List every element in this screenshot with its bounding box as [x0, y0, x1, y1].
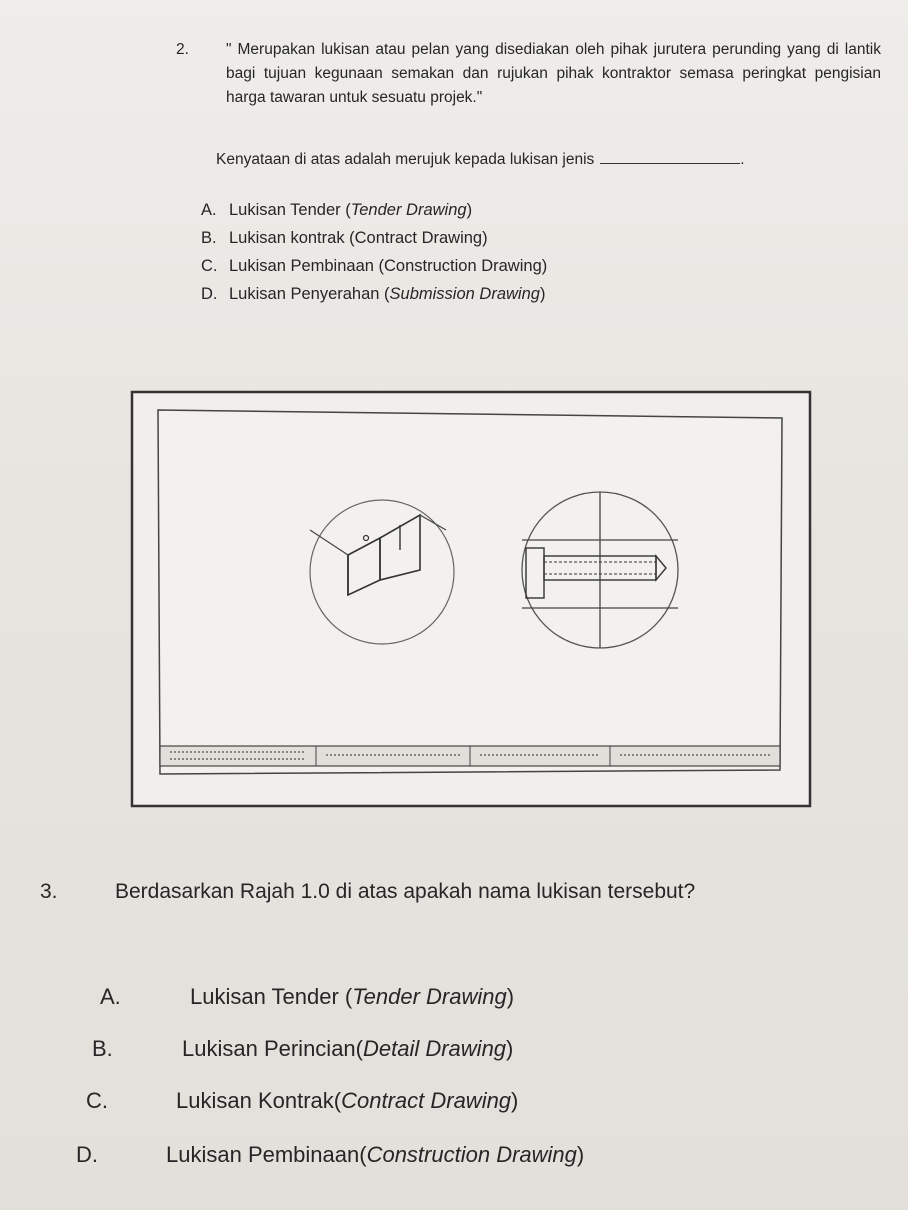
- question-2-option-b[interactable]: B. Lukisan kontrak (Contract Drawing): [201, 229, 488, 247]
- question-2-stem: " Merupakan lukisan atau pelan yang disediakan oleh pihak jurutera perunding yang di lantik bagi tujuan kegunaan semakan dan rujukan pihak kontraktor semasa peringkat pengisian harga tawaran untuk sesuatu projek.": [226, 41, 881, 106]
- question-3-option-b[interactable]: B. Lukisan Perincian(Detail Drawing): [92, 1036, 514, 1061]
- drawing-inner-frame: [158, 410, 782, 774]
- question-2-option-a[interactable]: A. Lukisan Tender (Tender Drawing): [201, 201, 473, 219]
- question-2-option-c[interactable]: C. Lukisan Pembinaan (Construction Drawing): [201, 257, 548, 275]
- question-3-number: 3.: [40, 880, 58, 903]
- title-block: [160, 746, 780, 766]
- question-3-option-c[interactable]: C. Lukisan Kontrak(Contract Drawing): [86, 1088, 519, 1113]
- question-2-option-d[interactable]: D. Lukisan Penyerahan (Submission Drawing): [201, 285, 546, 303]
- detail-drawing-figure: [130, 390, 812, 810]
- question-3-option-a[interactable]: A. Lukisan Tender (Tender Drawing): [100, 984, 515, 1009]
- question-2-options: [201, 196, 547, 308]
- question-3-stem: Berdasarkan Rajah 1.0 di atas apakah nama lukisan tersebut?: [115, 880, 696, 903]
- question-3-option-d[interactable]: D. Lukisan Pembinaan(Construction Drawing): [76, 1142, 585, 1167]
- question-2-prompt: Kenyataan di atas adalah merujuk kepada lukisan jenis .: [216, 151, 745, 168]
- answer-blank: [600, 149, 740, 164]
- question-2-number: 2.: [176, 41, 189, 58]
